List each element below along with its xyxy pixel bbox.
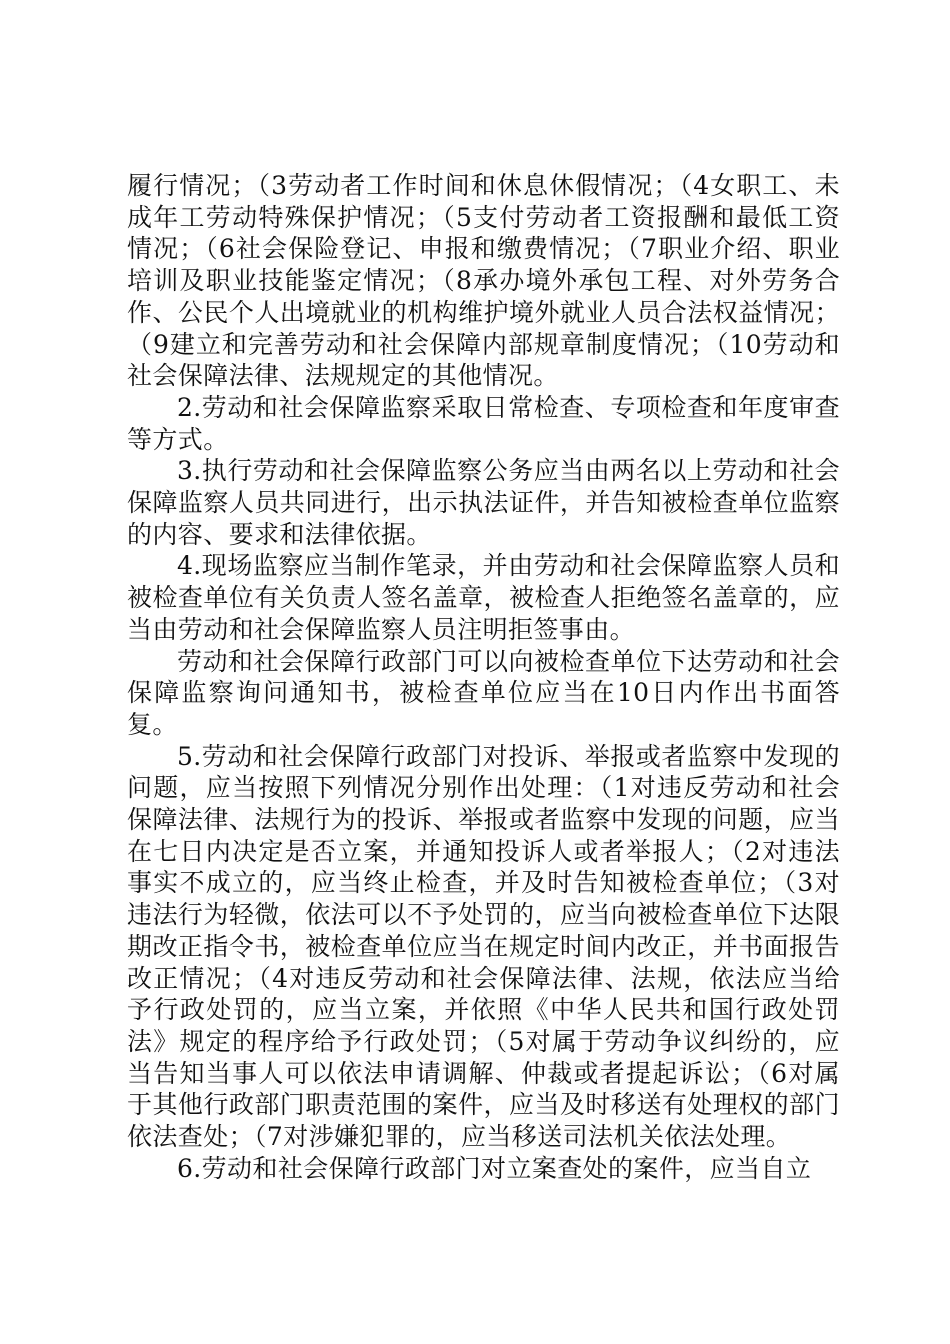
paragraph-inquiry-notice: 劳动和社会保障行政部门可以向被检查单位下达劳动和社会保障监察询问通知书，被检查单位应当在10日内作出书面答复。 — [127, 646, 840, 739]
paragraph-continuation: 履行情况；（3劳动者工作时间和休息休假情况；（4女职工、未成年工劳动特殊保护情况；（5支付劳动者工资报酬和最低工资情况；（6社会保险登记、申报和缴费情况；（7职业介绍、职业培训及职业技能鉴定情况；（8承办境外承包工程、对外劳务合作、公民个人出境就业的机构维护境外就业人员合法权益情况；（9建立和完善劳动和社会保障内部规章制度情况；（10劳动和社会保障法律、法规规定的其他情况。 — [127, 171, 840, 391]
paragraph-item-6: 6.劳动和社会保障行政部门对立案查处的案件，应当自立 — [177, 1153, 812, 1183]
paragraph-item-5: 5.劳动和社会保障行政部门对投诉、举报或者监察中发现的问题，应当按照下列情况分别作出处理：（1对违反劳动和社会保障法律、法规行为的投诉、举报或者监察中发现的问题，应当在七日内决定是否立案，并通知投诉人或者举报人；（2对违法事实不成立的，应当终止检查，并及时告知被检查单位；（3对违法行为轻微，依法可以不予处罚的，应当向被检查单位下达限期改正指令书，被检查单位应当在规定时间内改正，并书面报告改正情况；（4对违反劳动和社会保障法律、法规，依法应当给予行政处罚的，应当立案，并依照《中华人民共和国行政处罚法》规定的程序给予行政处罚；（5对属于劳动争议纠纷的，应当告知当事人可以依法申请调解、仲裁或者提起诉讼；（6对属于其他行政部门职责范围的案件，应当及时移送有处理权的部门依法查处；（7对涉嫌犯罪的，应当移送司法机关依法处理。 — [127, 741, 840, 1152]
paragraph-item-3: 3.执行劳动和社会保障监察公务应当由两名以上劳动和社会保障监察人员共同进行，出示执法证件，并告知被检查单位监察的内容、要求和法律依据。 — [127, 456, 840, 549]
paragraph-item-4: 4.现场监察应当制作笔录，并由劳动和社会保障监察人员和被检查单位有关负责人签名盖章，被检查人拒绝签名盖章的，应当由劳动和社会保障监察人员注明拒签事由。 — [127, 551, 840, 644]
paragraph-item-2: 2.劳动和社会保障监察采取日常检查、专项检查和年度审查等方式。 — [127, 392, 840, 454]
document-body — [127, 170, 840, 1185]
